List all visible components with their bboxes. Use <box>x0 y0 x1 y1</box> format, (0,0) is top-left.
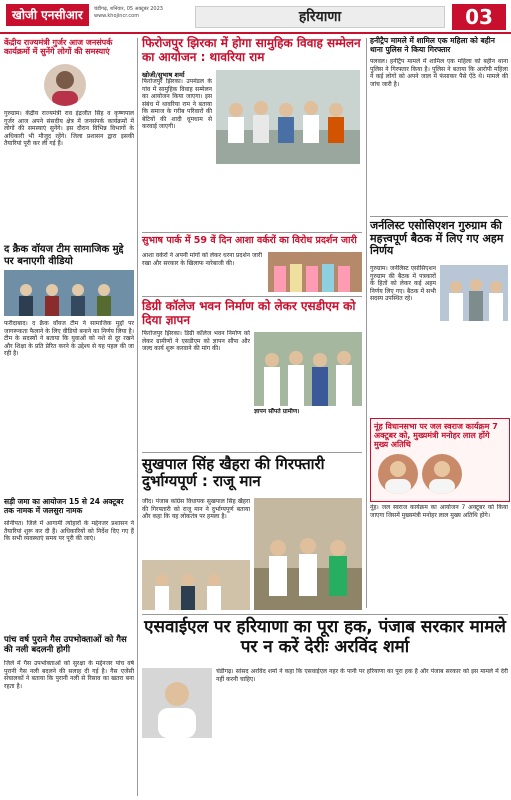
protest-photo-icon <box>268 252 362 292</box>
right-top-headline: हनीट्रैप मामले में शामिल एक महिला को बहीन थाना पुलिस ने किया गिरफ्तार <box>370 36 495 54</box>
center-rule-3 <box>142 452 362 453</box>
center-lead-headline: फिरोजपुर झिरका में होगा सामुहिक विवाह सम्मेलन का आयोजन : थावरिया राम <box>142 36 361 64</box>
center-big-photo <box>142 560 250 610</box>
person-icon <box>422 454 462 494</box>
center-lead-photo <box>216 70 360 164</box>
center-lead-body-2 <box>216 168 360 230</box>
center-strip-photo <box>268 252 362 292</box>
center-lead-byline: खोजी/सुभाष शर्मा <box>142 71 185 79</box>
edition-date: चंडीगढ़, शनिवार, 05 अक्टूबर 2023 <box>94 6 163 12</box>
memorandum-photo-icon <box>254 332 362 406</box>
center-rule-1 <box>142 232 362 233</box>
center-bottom-headline: एसवाईएल पर हरियाणा का पूरा हक, पंजाब सरकार मामले पर न करें देरीः अरविंद शर्मा <box>144 617 506 657</box>
bottom-rule <box>142 614 508 615</box>
col1-top-headline: केंद्रीय राज्यमंत्री गुर्जर आज जनसंपर्क कार्यक्रमों में सुनेंगे लोगों की समस्याएं <box>4 38 113 57</box>
col1-mid-photo <box>4 270 134 316</box>
center-bottom-photo <box>142 668 212 738</box>
person-icon <box>378 454 418 494</box>
newspaper-logo: खोजी एनसीआर <box>6 4 89 26</box>
center-strip-headline: सुभाष पार्क में 59 वें दिन आशा वर्करों का विरोध प्रदर्शन जारी <box>142 235 357 246</box>
header-rule <box>0 32 511 34</box>
col1-bottom-body: सोनीपत। जिले में आगामी त्योहारों के मद्देनजर प्रशासन ने तैयारियां शुरू कर दी हैं। अधिकारियों को निर्देश दिए गए हैं कि सभी व्यवस्थाएं समय पर पूरी की जाएं। <box>4 520 134 542</box>
right-rule-1 <box>370 216 508 217</box>
col1-mid-body: फरीदाबाद। द क्रैक वॉयज टीम ने सामाजिक मुद्दों पर जागरूकता फैलाने के लिए वीडियो बनाने का निर्णय लिया है। टीम के सदस्यों ने बताया कि युवाओं को नशे से दूर रखने और शिक्षा के प्रति प्रेरित करने के उद्देश्य से यह पहल की जा रही है। <box>4 320 134 357</box>
right-mid-body: गुरुग्राम। जर्नलिस्ट एसोसिएशन गुरुग्राम की बैठक में पत्रकारों के हितों को लेकर कई अहम निर्णय लिए गए। बैठक में सभी सदस्य उपस्थित रहे। <box>370 265 436 302</box>
right-mid-headline: जर्नलिस्ट एसोसिएशन गुरुग्राम की महत्त्वपूर्ण बैठक में लिए गए अहम निर्णय <box>370 219 504 258</box>
column-divider-left <box>137 38 138 796</box>
right-top-body: पलवल। हनीट्रैप मामले में शामिल एक महिला को बहीन थाना पुलिस ने गिरफ्तार किया है। पुलिस ने बताया कि आरोपी महिला ने कई लोगों को अपने जाल में फंसाकर पैसे ऐंठे थे। मामले की जांच जारी है। <box>370 58 508 88</box>
center-big-photo-2 <box>254 498 362 610</box>
col1-last-headline: पांच वर्ष पुराने गैस उपभोक्ताओं को गैस की नली बदलनी होगी <box>4 635 127 655</box>
cm-photo <box>378 454 418 494</box>
col1-bottom-headline: सड़ी जमा का आयोजन 15 से 24 अक्टूबर तक नामक में जलसुरा नामक <box>4 497 124 515</box>
column-divider-right <box>366 38 367 608</box>
association-meeting-icon <box>440 265 508 321</box>
edition-meta <box>94 6 194 20</box>
person-icon <box>142 668 212 738</box>
center-dc-body: फिरोजपुर झिरका। डिग्री कॉलेज भवन निर्माण को लेकर ग्रामीणों ने एसडीएम को ज्ञापन सौंपा और जल्द कार्य शुरू करवाने की मांग की। <box>142 330 250 352</box>
col1-last-body: जिले में गैस उपभोक्ताओं को सुरक्षा के मद्देनजर पांच वर्ष पुरानी गैस नली बदलने की सलाह दी गई है। गैस एजेंसी संचालकों ने बताया कि पुरानी नली से रिसाव का खतरा बना रहता है। <box>4 660 134 690</box>
center-big-body: जींद। पंजाब कांग्रेस विधायक सुखपाल सिंह खैहरा की गिरफ्तारी को राजू मान ने दुर्भाग्यपूर्ण बताया और कहा कि यह लोकतंत्र पर हमला है। <box>142 498 250 520</box>
minister-photo <box>44 64 86 106</box>
crowd-photo-icon <box>254 498 362 610</box>
page-number: 03 <box>452 4 506 30</box>
center-strip-body: आशा वर्करों ने अपनी मांगों को लेकर धरना प्रदर्शन जारी रखा और सरकार के खिलाफ नारेबाजी की। <box>142 252 262 267</box>
right-sub-headline: नूंह विधानसभा पर जल स्वराज कार्यक्रम 7 अक्टूबर को, मुख्यमंत्री मनोहर लाल होंगे मुख्य अतिथि <box>374 422 498 450</box>
person-icon <box>44 64 86 106</box>
center-dc-photo <box>254 332 362 406</box>
meeting-photo-icon <box>216 70 360 164</box>
press-photo-icon <box>142 560 250 610</box>
center-dc-headline: डिग्री कॉलेज भवन निर्माण को लेकर एसडीएम को दिया ज्ञापन <box>142 299 356 327</box>
center-bottom-body: चंडीगढ़। सांसद अरविंद शर्मा ने कहा कि एसवाईएल नहर के पानी पर हरियाणा का पूरा हक है और पंजाब सरकार को इस मामले में देरी नहीं करनी चाहिए। <box>216 668 508 683</box>
masthead <box>0 0 511 34</box>
center-dc-caption: ज्ञापन सौंपते ग्रामीण। <box>254 408 300 415</box>
section-title: हरियाणा <box>195 6 445 28</box>
col1-top-body: गुरुग्राम। केंद्रीय राज्यमंत्री राव इंद्रजीत सिंह व कृष्णपाल गुर्जर आज अपने संसदीय क्षेत्र में जनसंपर्क कार्यक्रमों में लोगों की समस्याएं सुनेंगे। इस दौरान विभिन्न विभागों के अधिकारी भी मौजूद रहेंगे। जिला प्रशासन द्वारा इसकी तैयारियां पूरी कर ली गई हैं। <box>4 110 134 147</box>
right-mid-photo <box>440 265 508 321</box>
group-photo-icon <box>4 270 134 316</box>
center-lead-body: फिरोजपुर झिरका। उपमंडल के गांव में सामुहिक विवाह सम्मेलन का आयोजन किया जाएगा। इस संबंध में थावरिया राम ने बताया कि समाज के गरीब परिवारों की बेटियों की शादी धूमधाम से करवाई जाएगी। <box>142 78 212 130</box>
center-rule-2 <box>142 296 362 297</box>
center-big-headline: सुखपाल सिंह खैहरा की गिरफ्तारी दुर्भाग्यपूर्ण : राजू मान <box>142 455 325 491</box>
right-sub-body: नूंह। जल स्वराज कार्यक्रम का आयोजन 7 अक्टूबर को किया जाएगा जिसमें मुख्यमंत्री मनोहर लाल मुख्य अतिथि होंगे। <box>370 504 508 519</box>
col1-mid-headline: द क्रैक वॉयज टीम सामाजिक मुद्दे पर बनाएगी वीडियो <box>4 244 124 267</box>
guest-photo <box>422 454 462 494</box>
edition-site: www.khojincr.com <box>94 13 140 19</box>
